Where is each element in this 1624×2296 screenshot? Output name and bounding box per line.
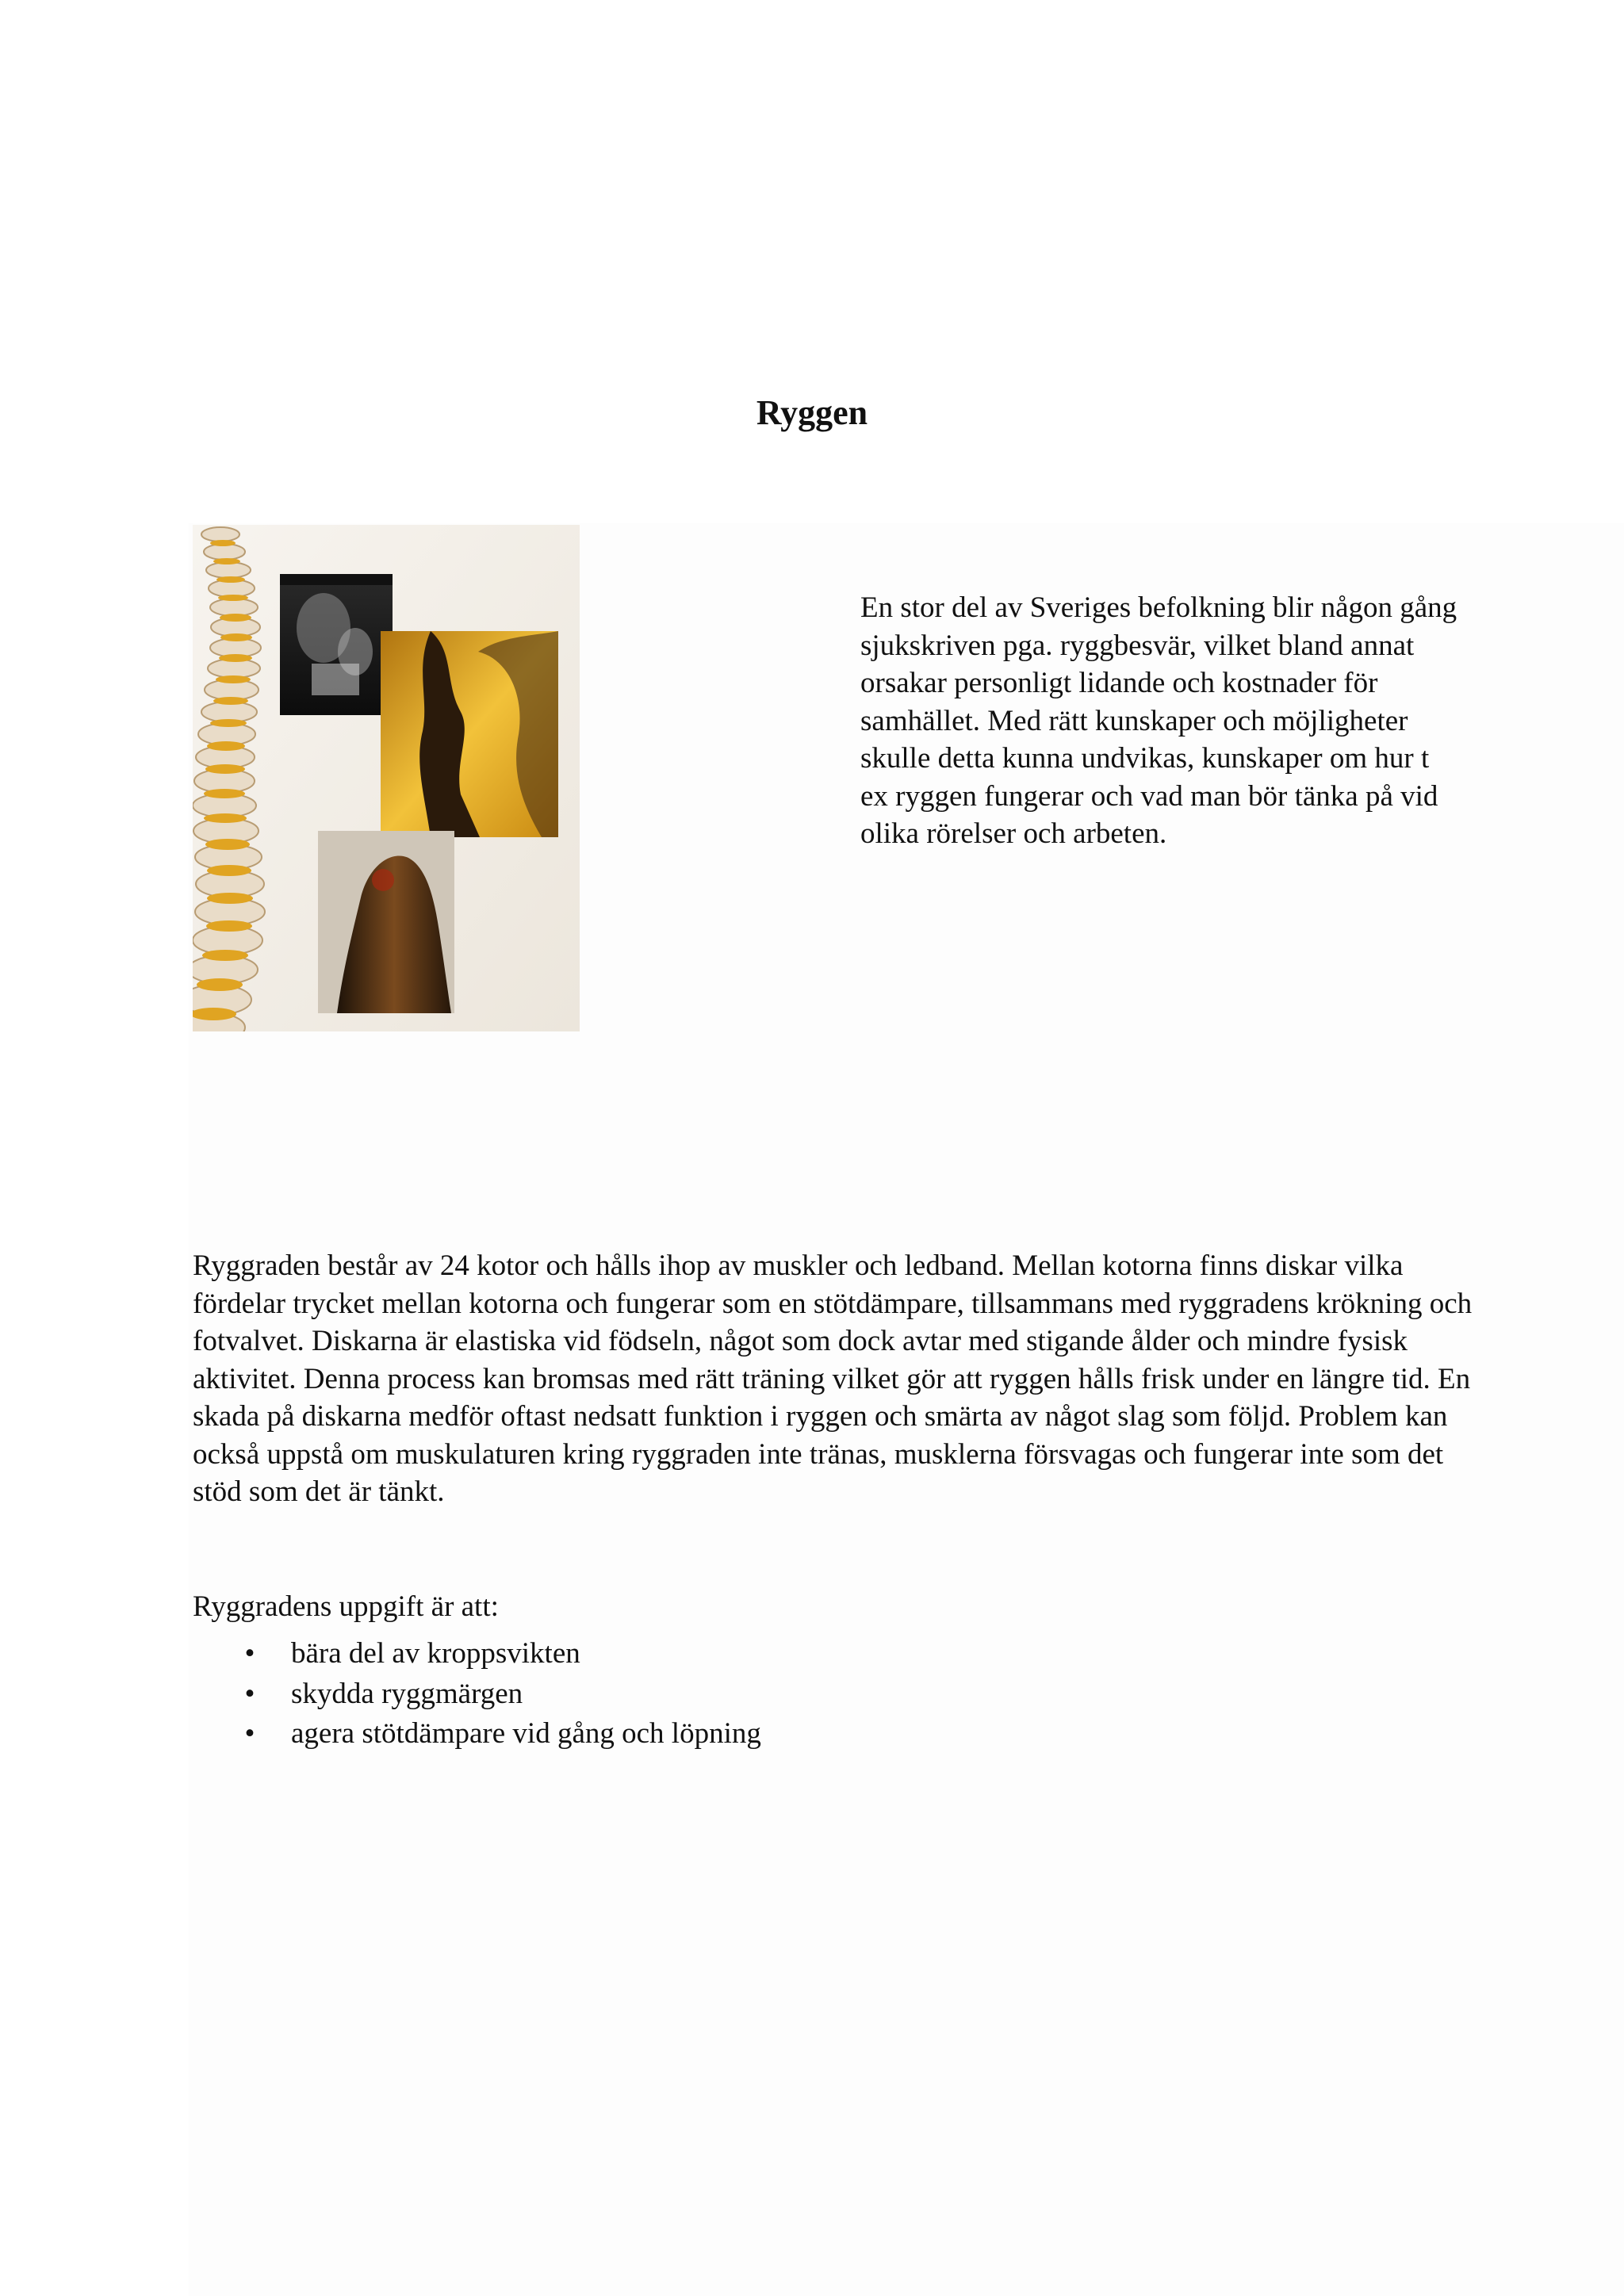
list-item-text: bära del av kroppsvikten	[291, 1637, 580, 1670]
bullet-icon: •	[244, 1677, 255, 1710]
body-paragraph: Ryggraden består av 24 kotor och hålls ihop av muskler och ledband. Mellan kotorna finns diskar vilka fördelar trycket mellan kotorna och fungerar som en stötdämpare, tillsammans med ryggradens krökning och fotvalvet. Diskarna är elastiska vid födseln, något som dock avtar med stigande ålder och mindre fysisk aktivitet. Denna process kan bromsas med rätt träning vilket gör att ryggen hålls frisk under en längre tid. En skada på diskarna medför oftast nedsatt funktion i ryggen och smärta av något slag som följd. Problem kan också uppstå om muskulaturen kring ryggraden inte tränas, musklerna försvagas och fungerar inte som det stöd som det är tänkt.	[193, 1249, 1473, 1508]
spine-collage-image	[193, 525, 580, 1031]
bullet-icon: •	[244, 1637, 255, 1670]
intro-paragraph: En stor del av Sveriges befolkning blir någon gång sjukskriven pga. ryggbesvär, vilket bland annat orsakar personligt lidande och kostnader för samhället. Med rätt kunskaper och möjligheter skulle detta kunna undvikas, kunskaper om hur t ex ryggen fungerar och vad man bör tänka på vid olika rörelser och arbeten.	[860, 591, 1457, 850]
page-title: Ryggen	[756, 393, 868, 433]
tasks-intro: Ryggradens uppgift är att:	[193, 1590, 499, 1623]
list-item-text: agera stötdämpare vid gång och löpning	[291, 1717, 761, 1750]
bullet-icon: •	[244, 1717, 255, 1750]
list-item-text: skydda ryggmärgen	[291, 1677, 523, 1710]
